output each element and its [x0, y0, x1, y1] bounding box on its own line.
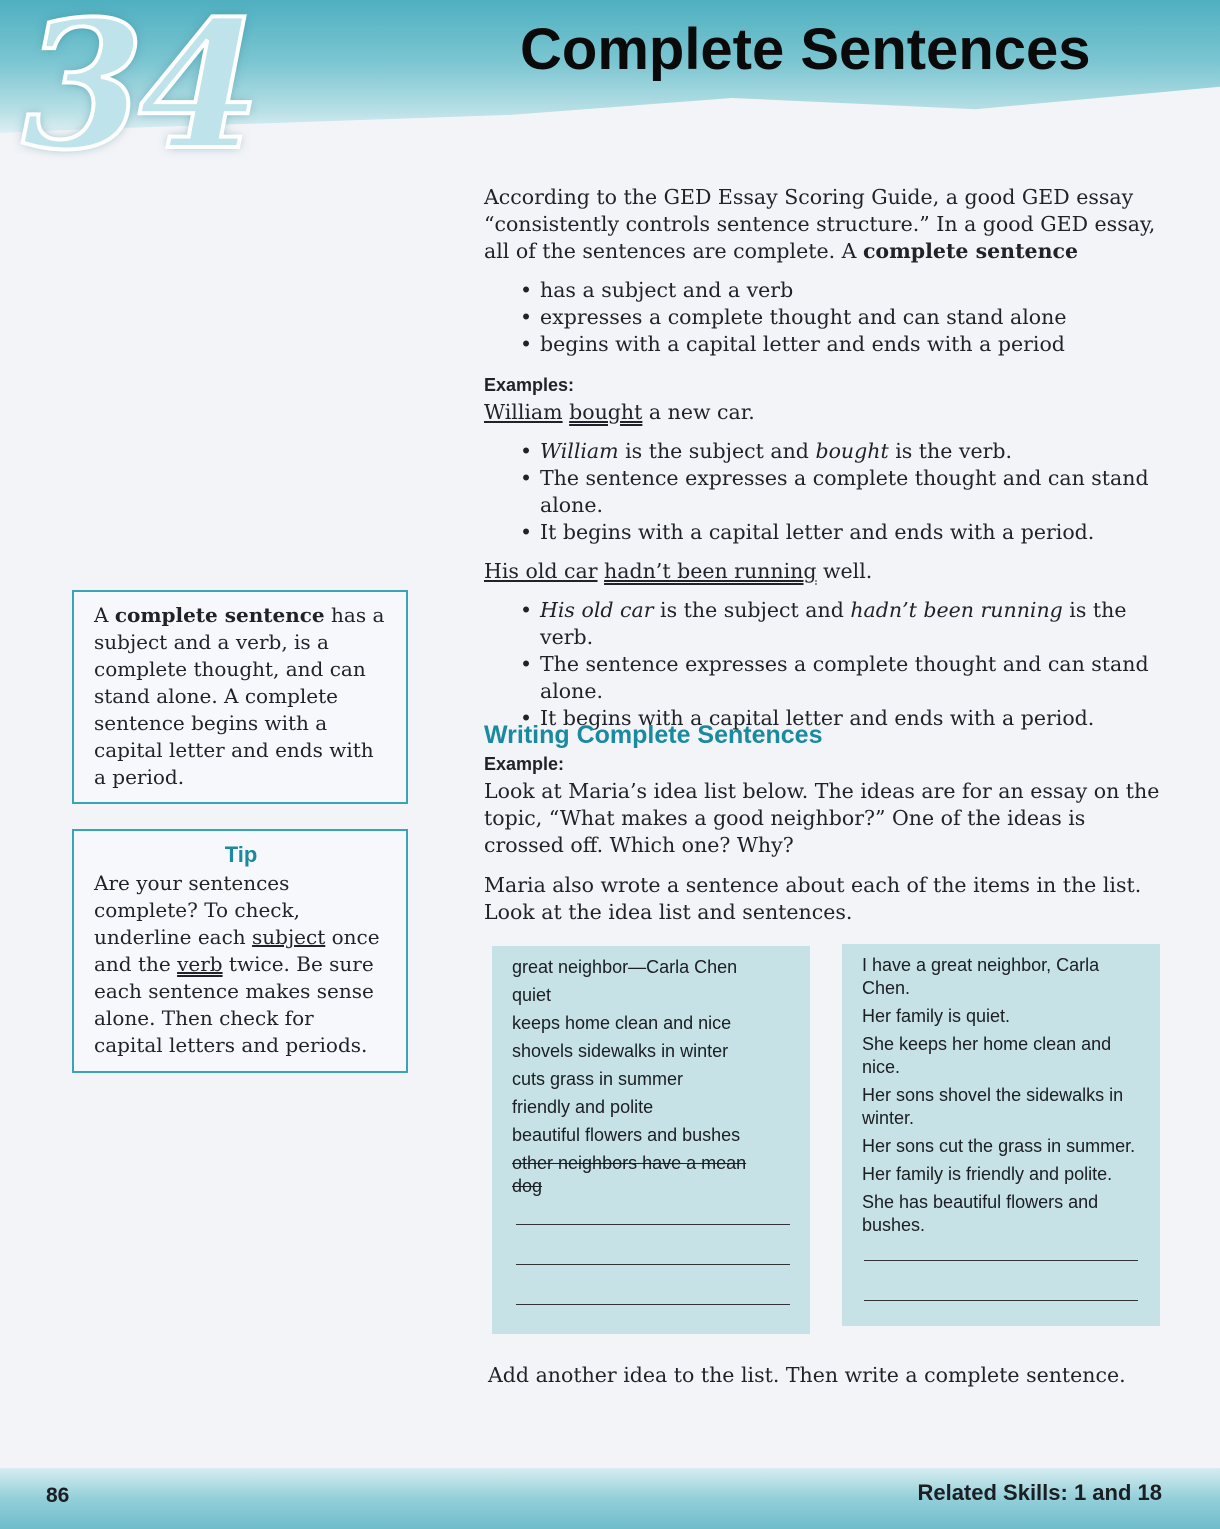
list-item: • has a subject and a verb [484, 277, 1164, 304]
text: once and the [94, 925, 380, 976]
definition-box [72, 590, 408, 804]
text: is the verb. [888, 439, 1013, 463]
list-item: friendly and polite [512, 1097, 654, 1117]
list-item: • It begins with a capital letter and ends with a period. [484, 519, 1164, 546]
list-item: keeps home clean and nice [512, 1013, 732, 1033]
intro-paragraph [484, 184, 1164, 265]
list-item [484, 597, 1164, 651]
list-item: • The sentence expresses a complete thought and can stand alone. [484, 465, 1164, 519]
list-item: Her family is friendly and polite. [862, 1164, 1113, 1184]
list-item: I have a great neighbor, Carla Chen. [862, 955, 1100, 998]
italic-verb: hadn’t been running [850, 598, 1063, 622]
example-label: Example: [484, 754, 565, 774]
example-rest: a new car. [642, 400, 755, 424]
writing-paragraph-2: Maria also wrote a sentence about each of the items in the list. Look at the idea list and sentences. [484, 873, 1142, 924]
write-in-line[interactable] [516, 1304, 790, 1305]
list-item: Her sons shovel the sidewalks in winter. [862, 1085, 1124, 1128]
list-item: • begins with a capital letter and ends with a period [484, 331, 1164, 358]
chapter-number: 34 [22, 0, 255, 189]
example-rest: well. [816, 559, 873, 583]
text: A [94, 603, 115, 627]
write-in-line[interactable] [516, 1264, 790, 1265]
example-subject: William [484, 400, 563, 424]
examples-label: Examples: [484, 375, 575, 395]
list-item: Her sons cut the grass in summer. [862, 1136, 1136, 1156]
list-item: shovels sidewalks in winter [512, 1041, 729, 1061]
definition-term: complete sentence [114, 603, 325, 627]
italic-verb: bought [815, 439, 889, 463]
example-1-bullets [484, 438, 1164, 546]
section-heading: Writing Complete Sentences [484, 721, 823, 749]
text: has a subject and a verb, is a complete thought, and can stand alone. A complete sentence begins with a capital letter and ends with a period. [94, 603, 385, 789]
tip-title: Tip [224, 842, 258, 867]
list-item: cuts grass in summer [512, 1069, 684, 1089]
list-item: She keeps her home clean and nice. [862, 1034, 1112, 1077]
example-sentence-2 [484, 558, 1164, 585]
list-item: quiet [512, 985, 552, 1005]
list-item: great neighbor—Carla Chen [512, 957, 738, 977]
instruction-text: Add another idea to the list. Then write a complete sentence. [488, 1363, 1126, 1387]
verb-word: verb [177, 952, 223, 976]
tip-box [72, 829, 408, 1073]
related-skills: Related Skills: 1 and 18 [917, 1480, 1162, 1505]
list-item [484, 438, 1164, 465]
example-subject: His old car [484, 559, 598, 583]
list-item: • expresses a complete thought and can stand alone [484, 304, 1164, 331]
example-sentence-1 [484, 399, 1164, 426]
intro-text: According to the GED Essay Scoring Guide, a good GED essay “consistently controls sentence structure.” In a good GED essay, all of the sentences are complete. A [484, 185, 1156, 263]
list-item: • The sentence expresses a complete thought and can stand alone. [484, 651, 1164, 705]
italic-subject: William [540, 439, 619, 463]
intro-term: complete sentence [862, 239, 1079, 263]
text: is the verb. [540, 598, 1127, 649]
examples-section [484, 372, 1164, 732]
text: Are your sentences complete? To check, underline each [94, 871, 300, 949]
list-item: Her family is quiet. [862, 1006, 1011, 1026]
write-in-line[interactable] [516, 1224, 790, 1225]
list-item: • It begins with a capital letter and ends with a period. [484, 705, 1164, 732]
list-item: She has beautiful flowers and bushes. [862, 1192, 1099, 1235]
write-in-line[interactable] [864, 1300, 1138, 1301]
text: is the subject and [653, 598, 851, 622]
idea-list-panel [492, 946, 810, 1334]
write-in-line[interactable] [864, 1260, 1138, 1261]
intro-bullets [484, 277, 1164, 358]
sentences-panel [842, 944, 1160, 1326]
page-number: 86 [46, 1484, 70, 1507]
example-verb: bought [569, 400, 643, 424]
text: twice. Be sure each sentence makes sense alone. Then check for capital letters and periods. [94, 952, 374, 1057]
intro-section [484, 184, 1164, 358]
subject-word: subject [252, 925, 326, 949]
writing-paragraph-1: Look at Maria’s idea list below. The ideas are for an essay on the topic, “What makes a good neighbor?” One of the ideas is crossed off. Which one? Why? [484, 779, 1160, 857]
text: is the subject and [618, 439, 816, 463]
italic-subject: His old car [540, 598, 654, 622]
example-verb: hadn’t been running [604, 559, 817, 583]
crossed-out-item: other neighbors have a mean dog [512, 1153, 747, 1196]
example-2-bullets [484, 597, 1164, 732]
page-title: Complete Sentences [520, 17, 1091, 82]
writing-section [484, 722, 1164, 926]
list-item: beautiful flowers and bushes [512, 1125, 741, 1145]
